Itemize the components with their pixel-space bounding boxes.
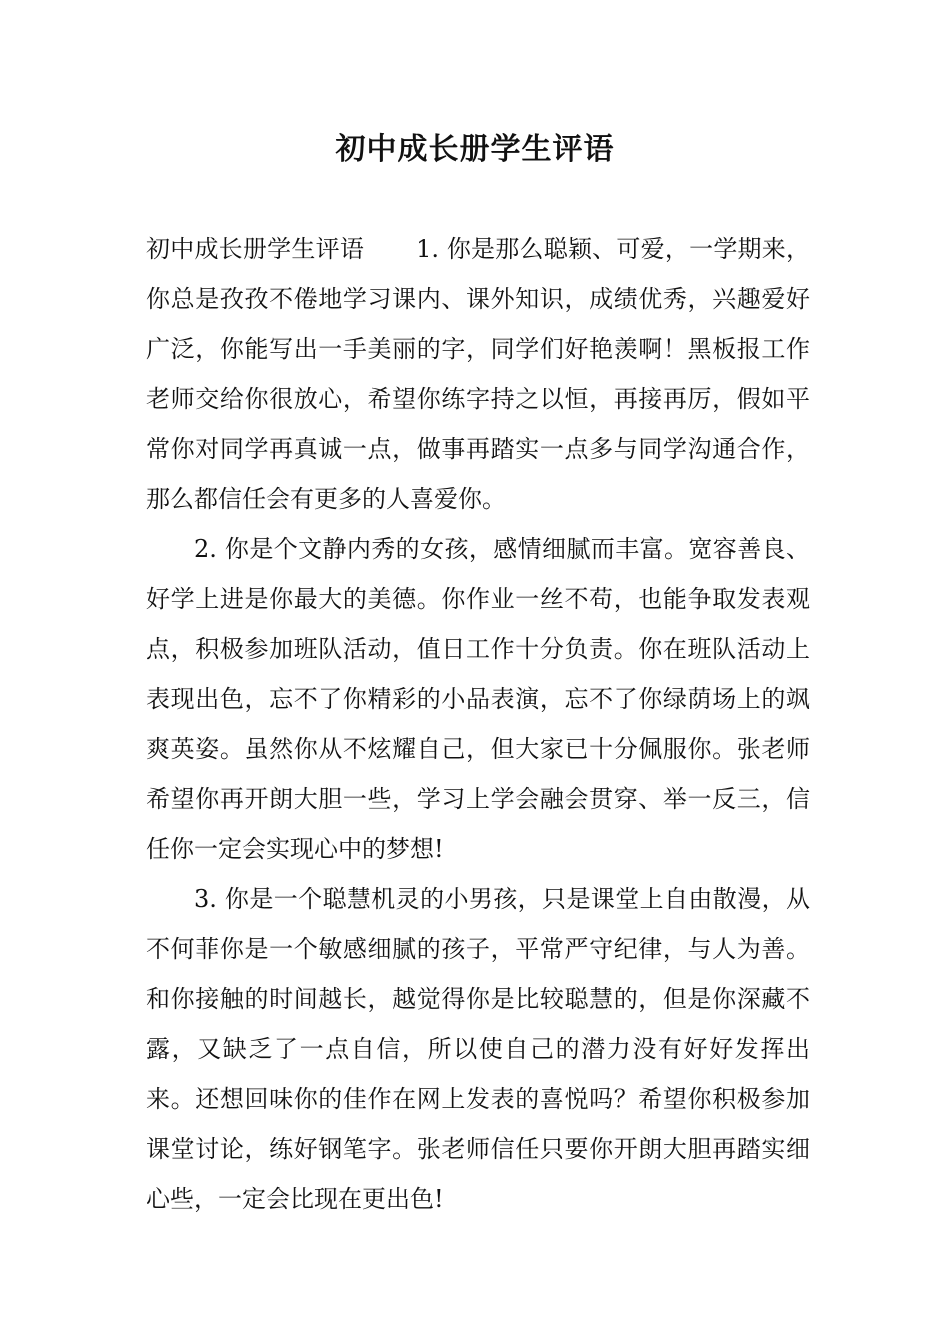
paragraph-2: 2. 你是个文静内秀的女孩，感情细腻而丰富。宽容善良、好学上进是你最大的美德。你作业一丝不苟，也能争取发表观点，积极参加班队活动，值日工作十分负责。你在班队活动上表现出色，忘不了你精彩的小品表演，忘不了你绿荫场上的飒爽英姿。虽然你从不炫耀自己，但大家已十分佩服你。张老师希望你再开朗大胆一些，学习上学会融会贯穿、举一反三，信任你一定会实现心中的梦想! — [146, 535, 810, 863]
paragraph-3: 3. 你是一个聪慧机灵的小男孩，只是课堂上自由散漫，从不何菲你是一个敏感细腻的孩子，平常严守纪律，与人为善。和你接触的时间越长，越觉得你是比较聪慧的，但是你深藏不露，又缺乏了一点自信，所以使自己的潜力没有好好发挥出来。还想回味你的佳作在网上发表的喜悦吗？希望你积极参加课堂讨论，练好钢笔字。张老师信任只要你开朗大胆再踏实细心些，一定会比现在更出色! — [146, 885, 810, 1213]
paragraph-1 — [146, 224, 810, 524]
document-body — [146, 224, 810, 1224]
page-title: 初中成长册学生评语 — [335, 132, 615, 167]
paragraph-1-text: 1. 你是那么聪颖、可爱，一学期来，你总是孜孜不倦地学习课内、课外知识，成绩优秀，兴趣爱好广泛，你能写出一手美丽的字，同学们好艳羡啊！黑板报工作老师交给你很放心，希望你练字持之以恒，再接再厉，假如平常你对同学再真诚一点，做事再踏实一点多与同学沟通合作，那么都信任会有更多的人喜爱你。 — [146, 235, 811, 513]
lead-heading: 初中成长册学生评语 — [146, 235, 365, 263]
